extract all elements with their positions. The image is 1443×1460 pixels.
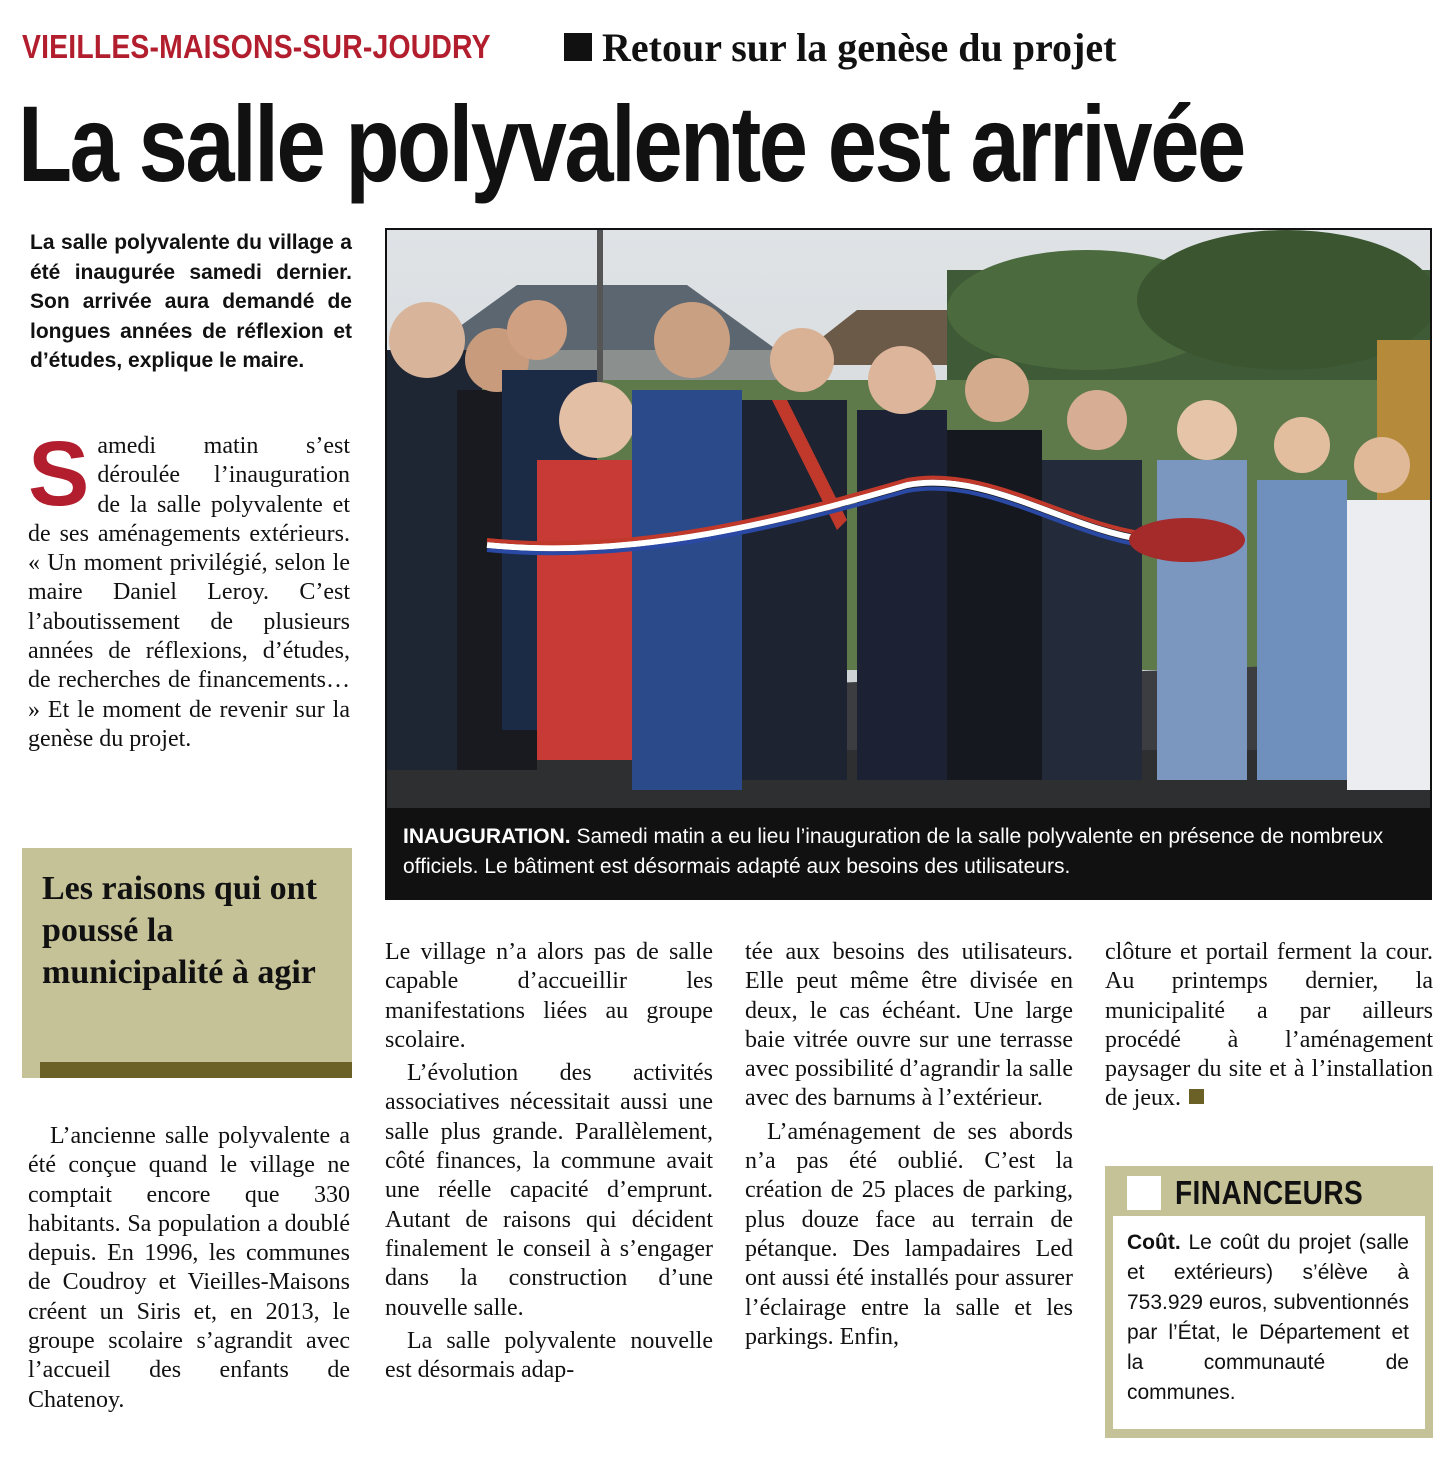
subhead-bar (40, 1062, 352, 1078)
kicker-subtitle: Retour sur la genèse du projet (602, 24, 1117, 70)
intro-text: amedi matin s’est déroulée l’inauguration de la salle polyvalente et de ses aménagements extérieurs. « Un moment privilégié, selon le maire Daniel Leroy. C’est l’aboutissement de plusieurs années de réflexions, d’études, de recherches de financements… » Et le moment de revenir sur la genèse du projet. (28, 433, 350, 752)
subhead: Les raisons qui ont poussé la municipalité à agir (42, 870, 317, 991)
body-paragraph: L’aménagement de ses abords n’a pas été oublié. C’est la création de 25 places de parking, plus douze face au terrain de pétanque. Des lampadaires Led ont aussi été installés pour assurer l’éclairage entre la salle et les parkings. Enfin, (745, 1118, 1073, 1350)
photo-caption (403, 822, 1413, 882)
final-paragraph-text: clôture et portail ferment la cour. Au printemps dernier, la municipalité a par ailleurs procédé à l’aménagement paysager du site et à l’installation de jeux. (1105, 939, 1433, 1112)
cost-label: Coût. (1127, 1231, 1181, 1254)
financeurs-panel (1113, 1216, 1425, 1429)
body-paragraph (1105, 938, 1433, 1114)
financeurs-text (1127, 1228, 1409, 1408)
financeurs-box (1105, 1166, 1433, 1438)
kicker-town: VIEILLES-MAISONS-SUR-JOUDRY (22, 28, 491, 65)
drop-cap: S (28, 423, 90, 525)
caption-text: Samedi matin a eu lieu l’inauguration de la salle polyvalente en présence de nombreux officiels. Le bâtiment est désormais adapté aux besoins des utilisateurs. (403, 825, 1384, 878)
end-mark-icon (1189, 1089, 1204, 1104)
lead-paragraph: La salle polyvalente du village a été inaugurée samedi dernier. Son arrivée aura demandé de longues années de réflexion et d’études, explique le maire. (30, 231, 352, 372)
financeurs-header (1127, 1174, 1396, 1212)
inauguration-photo (387, 230, 1430, 808)
body-column-2 (385, 938, 713, 1385)
kicker (22, 22, 1116, 72)
body-column-3 (745, 938, 1073, 1352)
financeurs-title: FINANCEURS (1175, 1174, 1364, 1211)
caption-label: INAUGURATION. (403, 825, 571, 848)
cost-text: Le coût du projet (salle et extérieurs) s’élève à 753.929 euros, subventionnés par l’État, le Département et la communauté de communes. (1127, 1231, 1409, 1404)
body-paragraph: Le village n’a alors pas de salle capable d’accueillir les manifestations liées au groupe scolaire. (385, 939, 713, 1053)
headline: La salle polyvalente est arrivée (18, 83, 1244, 204)
subhead-box (22, 848, 352, 1078)
body-paragraph: L’évolution des activités associatives nécessitait aussi une salle plus grande. Parallèlement, côté finances, la commune avait une réelle capacité d’emprunt. Autant de raisons qui décident finalement le conseil à s’engager dans la construction d’une nouvelle salle. (385, 1060, 713, 1321)
body-column-1 (28, 1122, 350, 1415)
body-paragraph: tée aux besoins des utilisateurs. Elle peut même être divisée en deux, le cas échéant. Une large baie vitrée ouvre sur une terrasse avec possibilité d’agrandir la salle avec des barnums à l’extérieur. (745, 939, 1073, 1112)
body-paragraph: La salle polyvalente nouvelle est désormais adap- (385, 1327, 713, 1384)
header-square-icon (1127, 1176, 1161, 1210)
intro-column (28, 423, 350, 754)
body-column-4 (1105, 938, 1433, 1114)
body-paragraph: L’ancienne salle polyvalente a été conçue quand le village ne comptait encore que 330 habitants. Sa population a doublé depuis. En 1996, les communes de Coudroy et Vieilles-Maisons créent un Siris et, en 2013, le groupe scolaire s’agrandit avec l’accueil des enfants de Chatenoy. (28, 1123, 350, 1413)
kicker-square-icon (564, 33, 592, 61)
photo-frame (385, 228, 1432, 900)
